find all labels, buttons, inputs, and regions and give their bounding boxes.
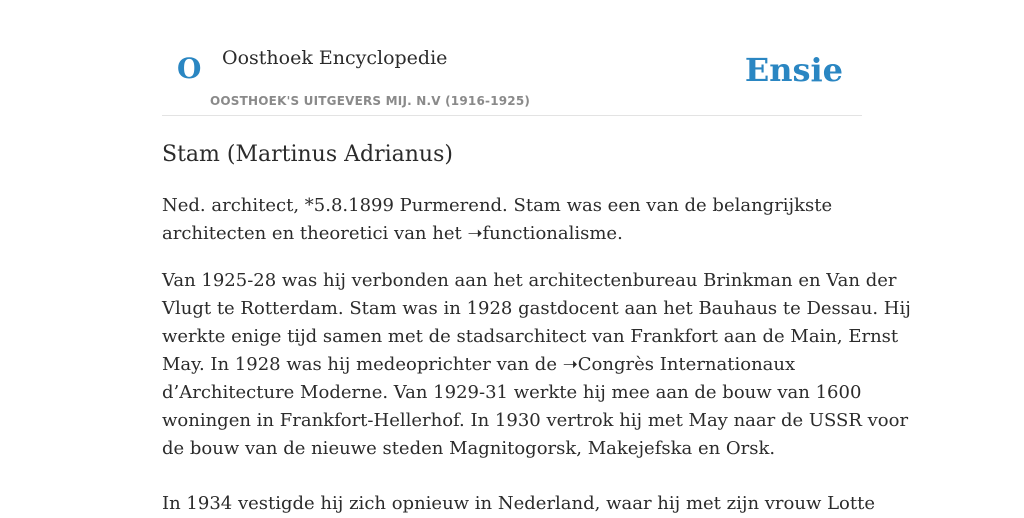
ensie-logo[interactable]: Ensie	[744, 51, 843, 89]
text-line: In 1934 vestigde hij zich opnieuw in Nederland, waar hij met zijn vrouw Lotte	[162, 493, 875, 514]
text-line: architecten en theoretici van het ➝functionalisme.	[162, 223, 623, 244]
text-line: woningen in Frankfort-Hellerhof. In 1930 vertrok hij met May naar de USSR voor	[162, 410, 909, 431]
text-line: Van 1925-28 was hij verbonden aan het architectenbureau Brinkman en Van der	[162, 270, 897, 291]
text-line: May. In 1928 was hij medeoprichter van de ➝Congrès Internationaux	[162, 354, 796, 375]
entry-title: Stam (Martinus Adrianus)	[162, 142, 453, 167]
paragraph-later	[162, 490, 875, 518]
page-container	[162, 0, 911, 514]
text-line: Ned. architect, *5.8.1899 Purmerend. Stam was een van de belangrijkste	[162, 195, 833, 216]
paragraph-intro	[162, 192, 862, 248]
book-title-link[interactable]: Oosthoek Encyclopedie	[222, 47, 448, 69]
paragraph-career	[162, 267, 911, 463]
publisher-label: OOSTHOEK'S UITGEVERS MIJ. N.V (1916-1925)	[210, 94, 531, 108]
text-line: de bouw van de nieuwe steden Magnitogorsk, Makejefska en Orsk.	[162, 438, 776, 459]
text-line: werkte enige tijd samen met de stadsarchitect van Frankfort aan de Main, Ernst	[162, 326, 899, 347]
book-logo-icon[interactable]: O	[177, 52, 202, 85]
text-line: d’Architecture Moderne. Van 1929-31 werkte hij mee aan de bouw van 1600	[162, 382, 862, 403]
text-line: Vlugt te Rotterdam. Stam was in 1928 gastdocent aan het Bauhaus te Dessau. Hij	[162, 298, 911, 319]
header	[162, 0, 862, 116]
